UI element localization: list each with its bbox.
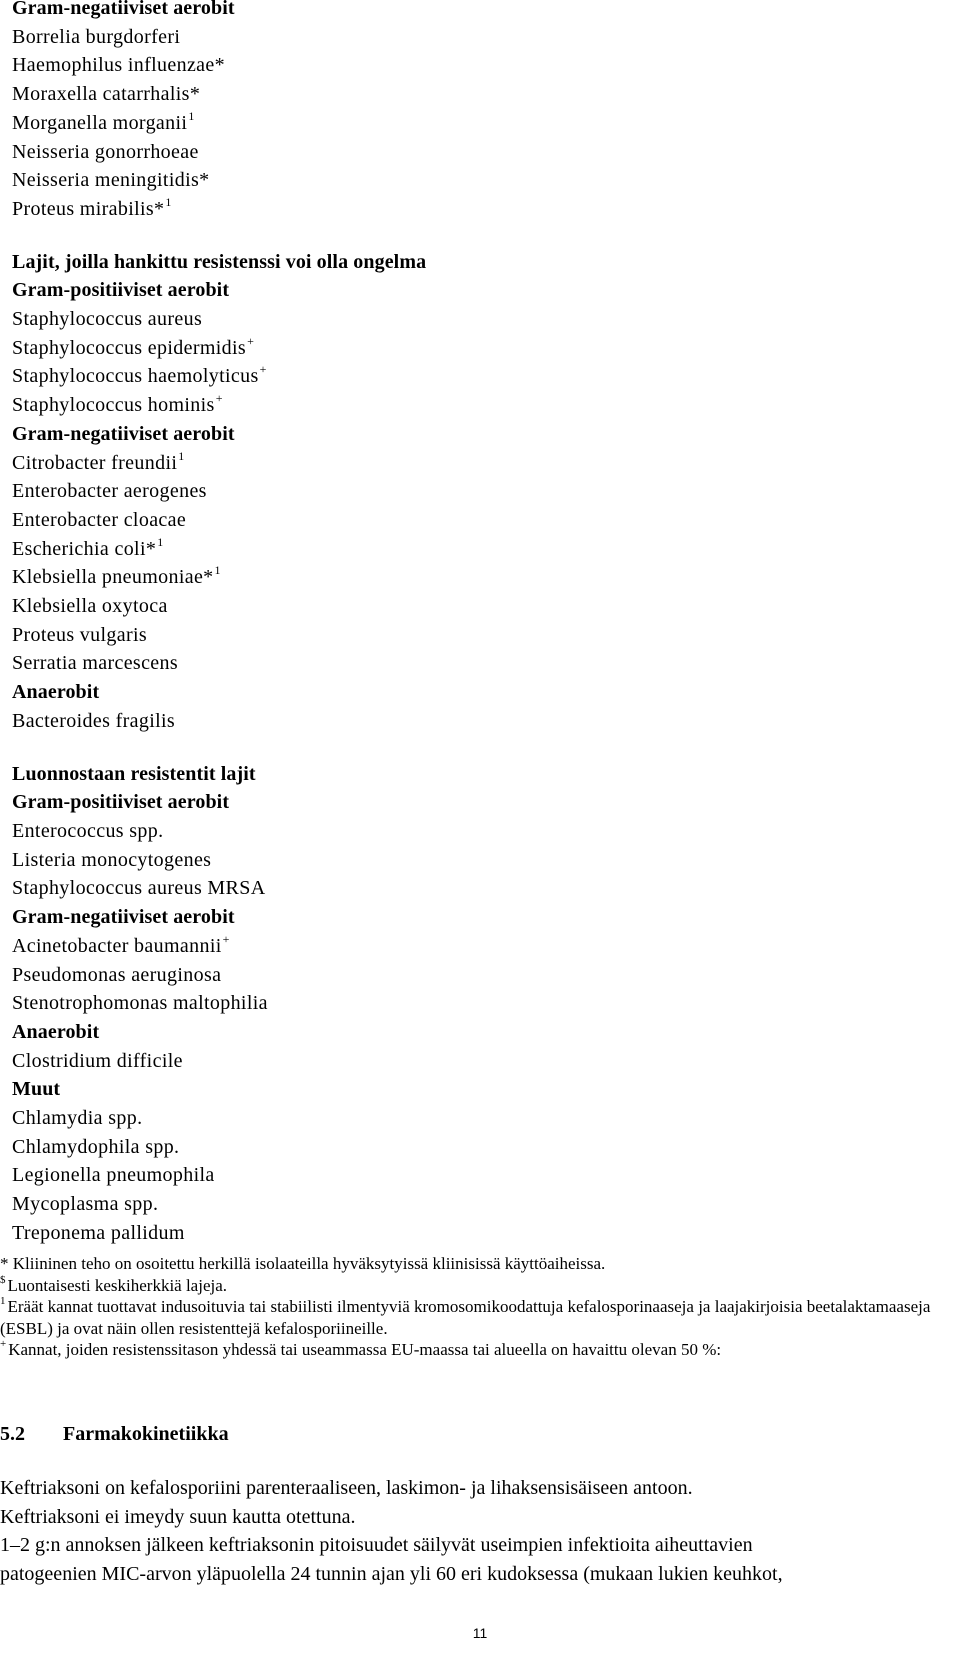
organism-item bbox=[12, 477, 912, 506]
group-heading-text: Gram-negatiiviset aerobit bbox=[12, 422, 235, 445]
body-line: 1–2 g:n annoksen jälkeen keftriaksonin pitoisuudet säilyvät useimpien infektioita aiheuttavien bbox=[0, 1534, 753, 1556]
organism-name: Proteus mirabilis* bbox=[12, 197, 165, 220]
group-heading bbox=[12, 1018, 912, 1047]
footnote-marker: 1 bbox=[214, 563, 221, 578]
organism-name: Listeria monocytogenes bbox=[12, 848, 212, 871]
organism-name: Staphylococcus epidermidis bbox=[12, 336, 247, 359]
organism-item bbox=[12, 23, 912, 52]
footnote-marker: 1 bbox=[178, 448, 185, 463]
organism-name: Clostridium difficile bbox=[12, 1049, 183, 1072]
section-heading bbox=[0, 1420, 229, 1448]
organism-name: Neisseria gonorrhoeae bbox=[12, 140, 199, 163]
group-heading bbox=[12, 0, 912, 23]
footnote-marker: 1 bbox=[165, 194, 172, 209]
group-heading-text: Gram-positiiviset aerobit bbox=[12, 791, 230, 814]
organism-item bbox=[12, 138, 912, 167]
group-heading-text: Anaerobit bbox=[12, 1020, 100, 1043]
organism-item bbox=[12, 932, 912, 961]
organism-name: Haemophilus influenzae* bbox=[12, 54, 225, 77]
group-heading-text: Gram-positiiviset aerobit bbox=[12, 279, 230, 302]
group-heading bbox=[12, 1075, 912, 1104]
organism-item bbox=[12, 649, 912, 678]
organism-item bbox=[12, 1219, 912, 1248]
footnote-marker: + bbox=[259, 362, 267, 377]
organism-name: Proteus vulgaris bbox=[12, 623, 148, 646]
organism-item bbox=[12, 449, 912, 478]
organism-item bbox=[12, 989, 912, 1018]
organism-item bbox=[12, 305, 912, 334]
organism-item bbox=[12, 334, 912, 363]
group-heading-text: Gram-negatiiviset aerobit bbox=[12, 906, 235, 929]
group-heading bbox=[12, 248, 912, 277]
footnote-marker: + bbox=[222, 931, 230, 946]
organism-name: Borrelia burgdorferi bbox=[12, 25, 181, 48]
organism-name: Serratia marcescens bbox=[12, 652, 179, 675]
group-heading bbox=[12, 760, 912, 789]
organism-name: Pseudomonas aeruginosa bbox=[12, 963, 222, 986]
footnote-esbl: $^1$ Eräät kannat tuottavat indusoituvia tai stabiilisti ilmentyviä kromosomikoodattuja kefalosporinaaseja ja laajakirjoisia beetalaktamaaseja (ESBL) ja ovat näin ollen resistenttejä kefalosporiineille. bbox=[0, 1295, 931, 1338]
organism-name: Enterobacter aerogenes bbox=[12, 480, 207, 503]
group-heading-text: Luonnostaan resistentit lajit bbox=[12, 762, 256, 785]
organism-name: Escherichia coli* bbox=[12, 537, 157, 560]
footnotes bbox=[0, 1253, 955, 1361]
organism-name: Enterobacter cloacae bbox=[12, 508, 187, 531]
organism-name: Bacteroides fragilis bbox=[12, 709, 176, 732]
group-heading bbox=[12, 420, 912, 449]
organism-name: Staphylococcus aureus MRSA bbox=[12, 877, 266, 900]
spacer bbox=[12, 224, 912, 248]
footnote-marker: 1 bbox=[188, 108, 195, 123]
organism-name: Stenotrophomonas maltophilia bbox=[12, 992, 268, 1015]
organism-name: Klebsiella oxytoca bbox=[12, 595, 168, 618]
organism-name: Staphylococcus haemolyticus bbox=[12, 365, 259, 388]
organism-name: Neisseria meningitidis* bbox=[12, 169, 210, 192]
organism-name: Chlamydophila spp. bbox=[12, 1135, 180, 1158]
organism-name: Chlamydia spp. bbox=[12, 1107, 143, 1130]
page-number: 11 bbox=[472, 1625, 488, 1641]
organism-item bbox=[12, 961, 912, 990]
section-title: Farmakokinetiikka bbox=[63, 1423, 229, 1445]
group-heading bbox=[12, 276, 912, 305]
organism-item bbox=[12, 817, 912, 846]
footnote-clinical: * Kliininen teho on osoitettu herkillä isolaateilla hyväksytyissä kliinisissä käyttöaiheissa. bbox=[0, 1254, 606, 1273]
organism-item bbox=[12, 563, 912, 592]
organism-name: Moraxella catarrhalis* bbox=[12, 83, 201, 106]
group-heading bbox=[12, 903, 912, 932]
organism-item bbox=[12, 51, 912, 80]
organism-name: Enterococcus spp. bbox=[12, 819, 164, 842]
body-line: patogeenien MIC-arvon yläpuolella 24 tunnin ajan yli 60 eri kudoksessa (mukaan lukien keuhkot, bbox=[0, 1562, 783, 1585]
spacer bbox=[12, 736, 912, 760]
section-number: 5.2 bbox=[0, 1423, 25, 1445]
body-line: Keftriaksoni on kefalosporiini parenteraaliseen, laskimon- ja lihaksensisäiseen antoon. bbox=[0, 1477, 693, 1499]
group-heading-text: Anaerobit bbox=[12, 681, 100, 704]
footnote-mark: 1 bbox=[0, 1295, 6, 1307]
organism-item bbox=[12, 1161, 912, 1190]
organism-name: Acinetobacter baumannii bbox=[12, 934, 222, 957]
body-line: Keftriaksoni ei imeydy suun kautta otettuna. bbox=[0, 1505, 356, 1528]
organism-item bbox=[12, 166, 912, 195]
organism-list bbox=[12, 0, 912, 1248]
group-heading-text: Muut bbox=[12, 1078, 61, 1101]
footnote-mark: + bbox=[0, 1338, 7, 1350]
organism-item bbox=[12, 1133, 912, 1162]
group-heading bbox=[12, 678, 912, 707]
footnote-mark: $ bbox=[0, 1273, 6, 1286]
organism-item bbox=[12, 846, 912, 875]
group-heading-text: Lajit, joilla hankittu resistenssi voi olla ongelma bbox=[12, 250, 427, 273]
footnote-marker: + bbox=[247, 333, 255, 348]
group-heading bbox=[12, 788, 912, 817]
organism-name: Klebsiella pneumoniae* bbox=[12, 566, 214, 589]
organism-item bbox=[12, 506, 912, 535]
organism-name: Citrobacter freundii bbox=[12, 451, 178, 474]
organism-item bbox=[12, 707, 912, 736]
organism-name: Mycoplasma spp. bbox=[12, 1193, 159, 1216]
group-heading-text: Gram-negatiiviset aerobit bbox=[12, 0, 235, 19]
organism-item bbox=[12, 195, 912, 224]
footnote-marker: 1 bbox=[157, 534, 164, 549]
organism-item bbox=[12, 1047, 912, 1076]
organism-item bbox=[12, 80, 912, 109]
organism-name: Treponema pallidum bbox=[12, 1221, 185, 1244]
footnote-resistance: + Kannat, joiden resistenssitason yhdessä tai useammassa EU-maassa tai alueella on havaittu olevan 50 %: bbox=[0, 1338, 722, 1359]
footnote-marker: + bbox=[215, 391, 223, 406]
organism-name: Staphylococcus hominis bbox=[12, 394, 215, 417]
organism-item bbox=[12, 874, 912, 903]
organism-name: Morganella morganii bbox=[12, 111, 188, 134]
organism-name: Legionella pneumophila bbox=[12, 1164, 215, 1187]
organism-item bbox=[12, 535, 912, 564]
organism-item bbox=[12, 1104, 912, 1133]
organism-item bbox=[12, 109, 912, 138]
organism-item bbox=[12, 592, 912, 621]
organism-item bbox=[12, 391, 912, 420]
organism-name: Staphylococcus aureus bbox=[12, 308, 203, 331]
section-body bbox=[0, 1474, 960, 1588]
organism-item bbox=[12, 621, 912, 650]
organism-item bbox=[12, 1190, 912, 1219]
organism-item bbox=[12, 362, 912, 391]
footnote-intermediate: $ Luontaisesti keskiherkkiä lajeja. bbox=[0, 1273, 228, 1295]
